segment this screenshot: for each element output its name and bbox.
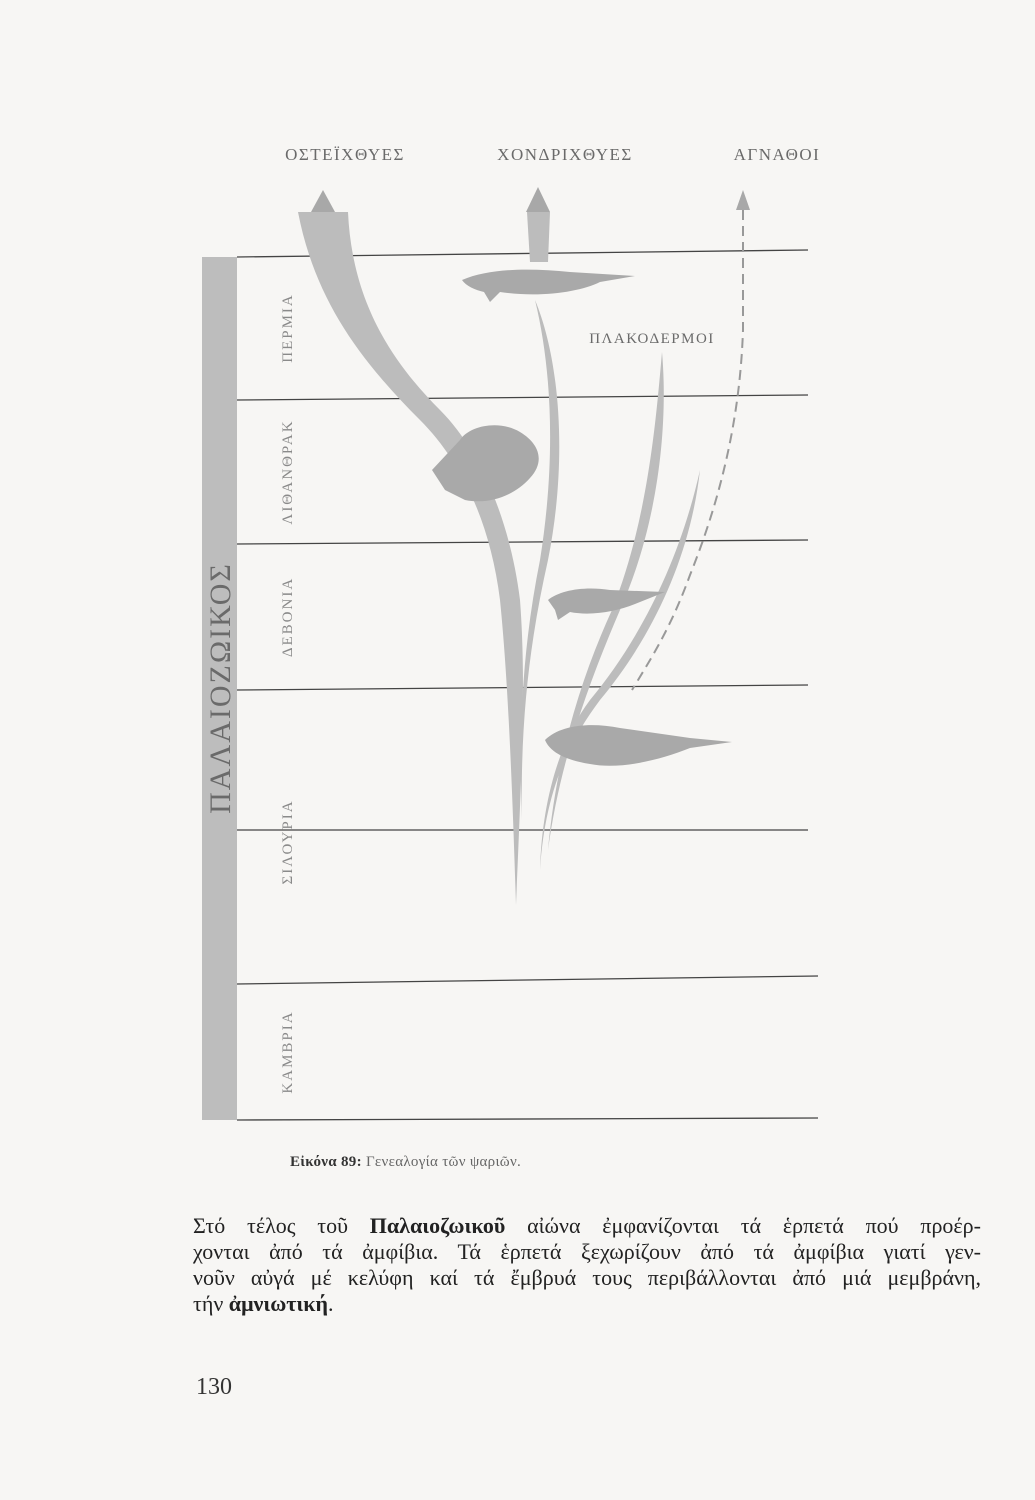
label-chondrichthyes: ΧΟΝΔΡΙΧΘΥΕΣ	[497, 145, 633, 164]
branch-arrows	[311, 187, 750, 212]
permian-fish	[462, 270, 635, 302]
period-label-silurian: ΣΙΛΟΥΡΙΑ	[280, 799, 296, 885]
arrow-agnatha	[736, 190, 750, 210]
figure-caption	[290, 1154, 521, 1171]
line1-pre: Στό τέλος τοῦ	[193, 1213, 370, 1238]
arrow-osteichthyes	[311, 190, 335, 212]
period-label-cambrian: ΚΑΜΒΡΙΑ	[280, 1010, 296, 1094]
period-label-carboniferous: ΛΙΘΑΝΘΡΑΚ	[280, 419, 296, 525]
paragraph-line-2: χονται ἀπό τά ἀμφίβια. Τά ἑρπετά ξεχωρίζουν ἀπό τά ἀμφίβια γιατί γεν-	[193, 1239, 981, 1264]
period-lines	[237, 250, 818, 1120]
line1-post: αἰώνα ἐμφανίζονται τά ἑρπετά πού προέρ-	[505, 1213, 981, 1238]
body-paragraph	[193, 1213, 981, 1317]
arrow-chondrichthyes	[526, 187, 550, 212]
line4-pre: τήν	[193, 1291, 229, 1316]
paragraph-line-4	[193, 1291, 981, 1317]
line4-post: .	[327, 1291, 334, 1316]
silurian-fish	[545, 725, 732, 766]
paragraph-line-3: νοῦν αὐγά μέ κελύφη καί τά ἔμβρυά τους περιβάλλονται ἀπό μιά μεμβράνη,	[193, 1265, 981, 1290]
caption-label: Εἰκόνα 89:	[290, 1154, 362, 1170]
label-placoderms: ΠΛΑΚΟΔΕΡΜΟΙ	[589, 331, 715, 347]
period-label-devonian: ΔΕΒΟΝΙΑ	[280, 576, 296, 658]
era-label: ΠΑΛΑΙΟΖΩΙΚΟΣ	[204, 562, 237, 814]
lineage-branches	[298, 212, 700, 905]
line4-bold: ἀμνιωτική	[228, 1291, 328, 1316]
line1-bold: Παλαιοζωικοῦ	[369, 1213, 506, 1238]
page-number: 130	[196, 1374, 232, 1400]
caption-text: Γενεαλογία τῶν ψαριῶν.	[365, 1154, 522, 1170]
label-agnatha: ΑΓΝΑΘΟΙ	[733, 145, 821, 164]
period-label-permian: ΠΕΡΜΙΑ	[280, 293, 296, 363]
paragraph-line-1	[193, 1213, 981, 1239]
label-osteichthyes: ΟΣΤΕΪΧΘΥΕΣ	[285, 145, 405, 164]
